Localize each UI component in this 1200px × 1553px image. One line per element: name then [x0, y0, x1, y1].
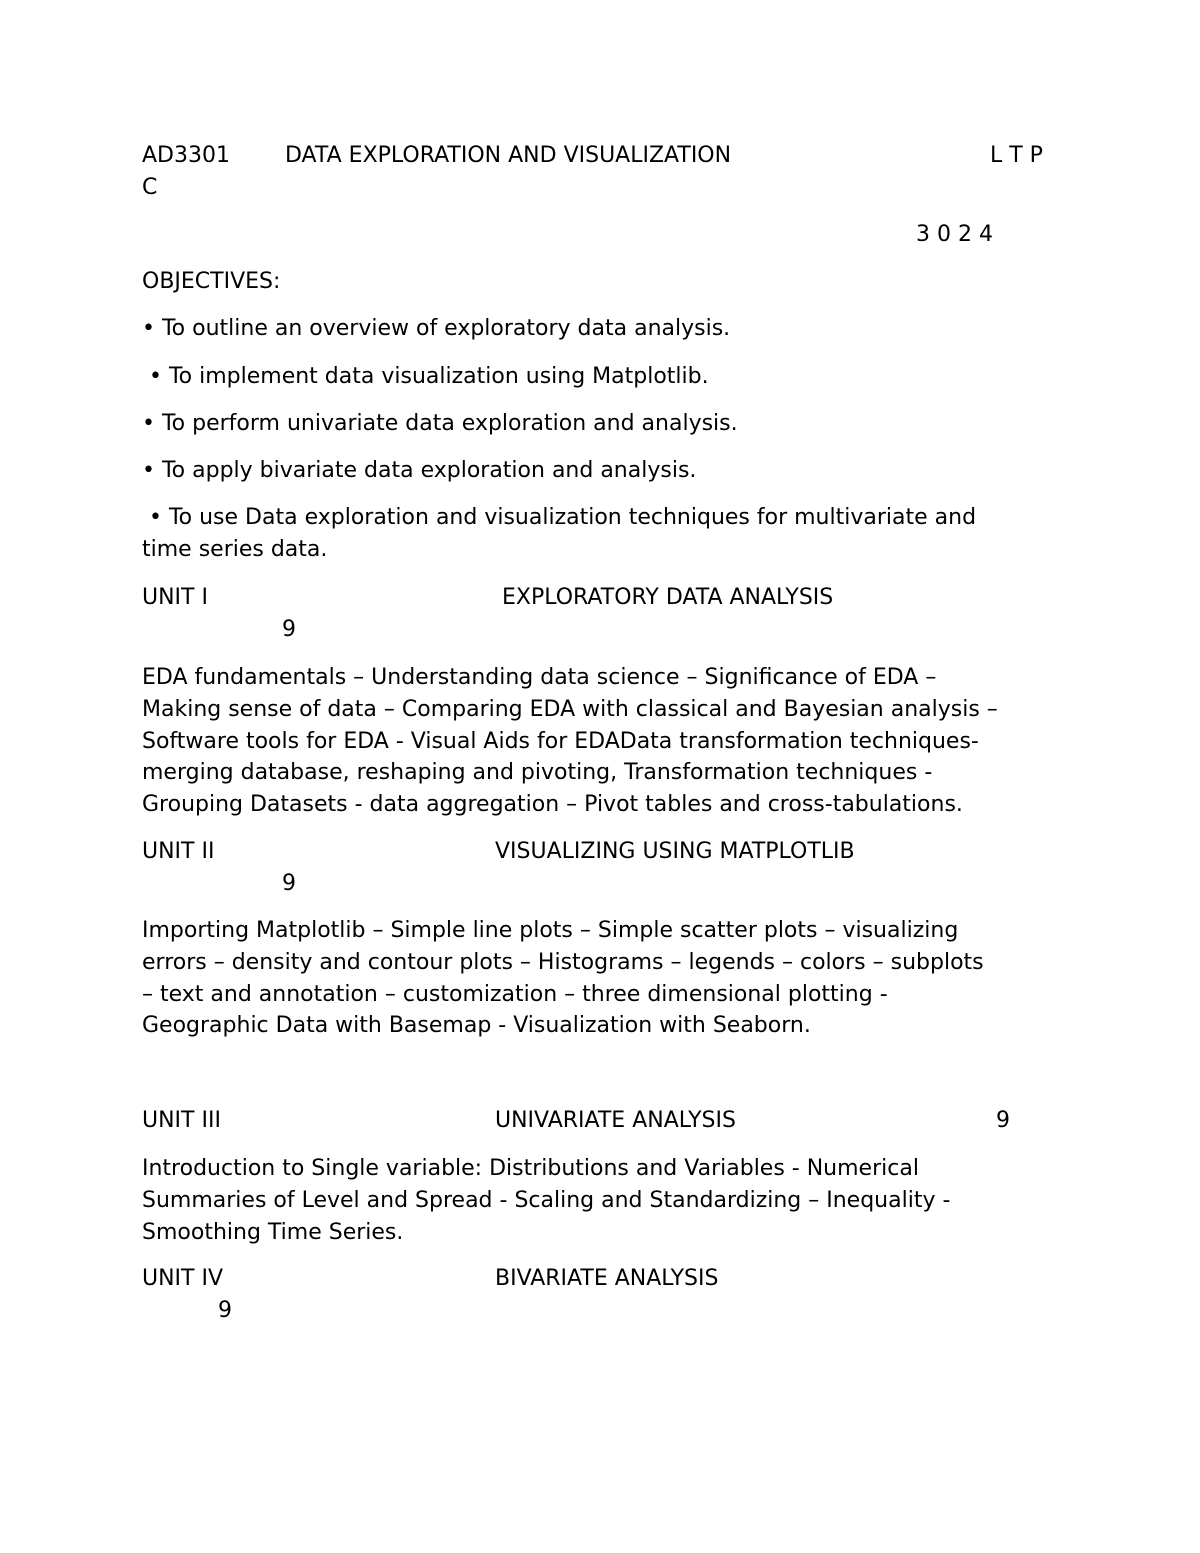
description-line: Smoothing Time Series. — [142, 1219, 404, 1245]
ltp-label: L T P — [990, 143, 1043, 168]
description-line: Importing Matplotlib – Simple line plots – Simple scatter plots – visualizing — [142, 918, 959, 943]
description-line: merging database, reshaping and pivoting, Transformation techniques - — [142, 760, 933, 786]
unit-title: EXPLORATORY DATA ANALYSIS — [502, 585, 834, 610]
description-line: – text and annotation – customization – three dimensional plotting - — [142, 981, 888, 1007]
unit-description — [142, 915, 984, 1042]
unit-label: UNIT III — [142, 1108, 221, 1133]
course-code: AD3301 — [142, 143, 230, 168]
objective-item-continuation: time series data. — [142, 537, 328, 562]
objective-item: • To outline an overview of exploratory data analysis. — [142, 316, 731, 341]
unit-label: UNIT IV — [142, 1266, 224, 1291]
objective-item: • To implement data visualization using Matplotlib. — [142, 364, 709, 389]
unit-label: UNIT II — [142, 839, 215, 864]
unit-hours: 9 — [282, 617, 296, 642]
description-line: EDA fundamentals – Understanding data science – Significance of EDA – — [142, 665, 937, 690]
unit-description — [142, 662, 998, 821]
objective-item: • To use Data exploration and visualization techniques for multivariate and — [142, 505, 977, 530]
description-line: Summaries of Level and Spread - Scaling and Standardizing – Inequality - — [142, 1187, 951, 1213]
unit-hours: 9 — [996, 1108, 1010, 1133]
unit-description — [142, 1153, 950, 1248]
description-line: Making sense of data – Comparing EDA with classical and Bayesian analysis – — [142, 696, 998, 722]
description-line: Geographic Data with Basemap - Visualization with Seaborn. — [142, 1013, 811, 1039]
unit-label: UNIT I — [142, 585, 208, 610]
unit-title: BIVARIATE ANALYSIS — [495, 1266, 719, 1291]
objective-item: • To apply bivariate data exploration and analysis. — [142, 458, 697, 483]
credits-value: 3 0 2 4 — [916, 222, 993, 247]
description-line: Introduction to Single variable: Distributions and Variables - Numerical — [142, 1156, 919, 1181]
description-line: Grouping Datasets - data aggregation – Pivot tables and cross-tabulations. — [142, 792, 963, 818]
description-line: Software tools for EDA - Visual Aids for EDAData transformation techniques- — [142, 728, 979, 754]
unit-hours: 9 — [218, 1298, 232, 1323]
c-label: C — [142, 175, 158, 200]
course-title: DATA EXPLORATION AND VISUALIZATION — [285, 143, 732, 168]
unit-title: VISUALIZING USING MATPLOTLIB — [495, 839, 855, 864]
objective-item: • To perform univariate data exploration and analysis. — [142, 411, 738, 436]
unit-title: UNIVARIATE ANALYSIS — [495, 1108, 736, 1133]
unit-hours: 9 — [282, 871, 296, 896]
description-line: errors – density and contour plots – Histograms – legends – colors – subplots — [142, 949, 984, 975]
objectives-heading: OBJECTIVES: — [142, 269, 281, 294]
